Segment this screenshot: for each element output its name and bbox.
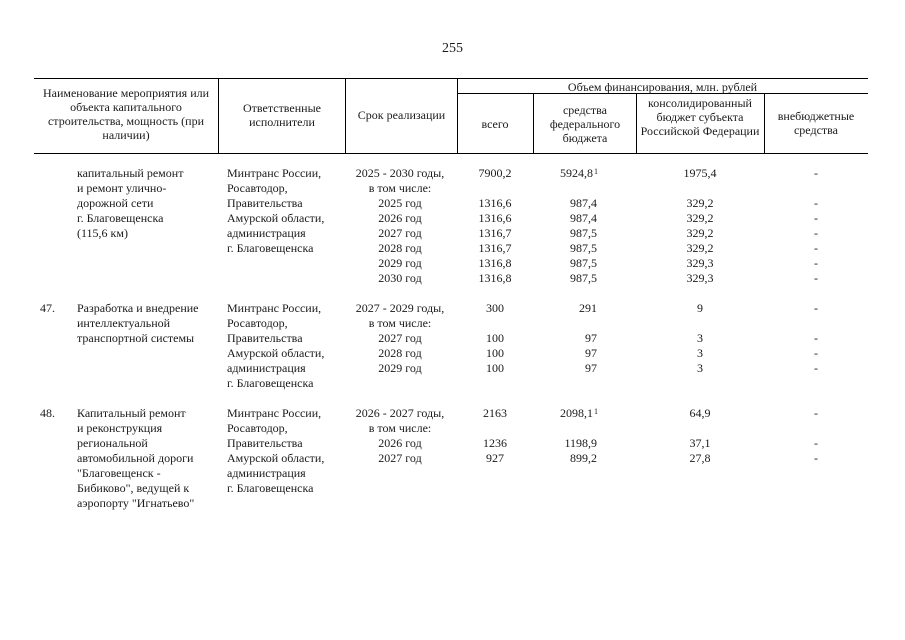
extra-cell: - xyxy=(814,256,818,270)
federal-value: 97 xyxy=(585,361,597,375)
executor-line: г. Благовещенска xyxy=(227,376,314,390)
period-cell: 2029 год xyxy=(378,256,422,270)
object-name-line: аэропорту "Игнатьево" xyxy=(77,496,195,510)
federal-value: 987,5 xyxy=(570,256,597,270)
federal-cell xyxy=(518,226,598,241)
page-number: 255 xyxy=(442,41,463,56)
regional-cell: 37,1 xyxy=(689,436,711,450)
total-cell: 1316,7 xyxy=(478,226,512,240)
federal-cell xyxy=(518,346,598,361)
col-divider-5 xyxy=(636,93,637,153)
col-divider-6 xyxy=(764,93,765,153)
federal-value: 987,4 xyxy=(570,196,597,210)
regional-cell: 3 xyxy=(697,346,703,360)
extra-cell: - xyxy=(814,436,818,450)
object-name-line: г. Благовещенска xyxy=(77,211,164,225)
period-cell: в том числе: xyxy=(368,181,432,195)
federal-cell xyxy=(518,241,598,256)
regional-cell: 64,9 xyxy=(689,406,711,420)
period-cell: 2026 год xyxy=(378,211,422,225)
executor-line: Росавтодор, xyxy=(227,316,288,330)
extra-cell: - xyxy=(814,226,818,240)
col-divider-4 xyxy=(533,93,534,153)
executor-line: Минтранс России, xyxy=(227,406,322,420)
extra-cell: - xyxy=(814,166,818,180)
header-federal: средства федерального бюджета xyxy=(549,103,621,145)
extra-cell: - xyxy=(814,301,818,315)
federal-cell xyxy=(518,361,598,376)
executor-line: Минтранс России, xyxy=(227,166,322,180)
extra-cell: - xyxy=(814,346,818,360)
extra-cell: - xyxy=(814,271,818,285)
row-number: 48. xyxy=(40,406,55,420)
federal-value: 899,2 xyxy=(570,451,597,465)
object-name-line: Бибиково", ведущей к xyxy=(77,481,190,495)
header-top-rule xyxy=(34,78,868,79)
federal-value: 987,5 xyxy=(570,241,597,255)
period-cell: в том числе: xyxy=(368,316,432,330)
federal-value: 97 xyxy=(585,331,597,345)
period-cell: 2027 год xyxy=(378,451,422,465)
footnote-mark: 1 xyxy=(594,167,598,176)
regional-cell: 329,2 xyxy=(686,241,714,255)
executor-line: Правительства xyxy=(227,331,303,345)
executor-line: Амурской области, xyxy=(227,346,325,360)
total-cell: 927 xyxy=(486,451,504,465)
header-regional: консолидированный бюджет субъекта Российской Федерации xyxy=(640,96,760,138)
header-extra: внебюджетные средства xyxy=(777,109,855,137)
object-name-line: автомобильной дороги xyxy=(77,451,194,465)
total-cell: 100 xyxy=(486,331,504,345)
object-name-line: Капитальный ремонт xyxy=(77,406,186,420)
regional-cell: 329,2 xyxy=(686,211,714,225)
period-cell: 2030 год xyxy=(378,271,422,285)
total-cell: 2163 xyxy=(483,406,507,420)
federal-cell xyxy=(518,451,598,466)
header-bottom-rule xyxy=(34,153,868,154)
total-cell: 300 xyxy=(486,301,504,315)
executor-line: Амурской области, xyxy=(227,211,325,225)
extra-cell: - xyxy=(814,361,818,375)
federal-cell xyxy=(518,271,598,286)
object-name-line: Разработка и внедрение xyxy=(77,301,199,315)
federal-value: 291 xyxy=(579,301,597,315)
executor-line: г. Благовещенска xyxy=(227,481,314,495)
header-name: Наименование мероприятия или объекта капитального строительства, мощность (при наличии) xyxy=(42,86,210,142)
total-cell: 1236 xyxy=(483,436,507,450)
regional-cell: 3 xyxy=(697,361,703,375)
object-name-line: капитальный ремонт xyxy=(77,166,184,180)
regional-cell: 9 xyxy=(697,301,703,315)
executor-line: Амурской области, xyxy=(227,451,325,465)
federal-cell xyxy=(518,301,598,316)
total-cell: 100 xyxy=(486,361,504,375)
federal-cell xyxy=(518,436,598,451)
regional-cell: 1975,4 xyxy=(683,166,717,180)
executor-line: администрация xyxy=(227,361,306,375)
total-cell: 100 xyxy=(486,346,504,360)
federal-value: 987,5 xyxy=(570,226,597,240)
period-cell: 2027 год xyxy=(378,226,422,240)
regional-cell: 3 xyxy=(697,331,703,345)
col-divider-2 xyxy=(345,78,346,153)
regional-cell: 329,2 xyxy=(686,226,714,240)
executor-line: Минтранс России, xyxy=(227,301,322,315)
total-cell: 7900,2 xyxy=(478,166,512,180)
period-cell: 2025 год xyxy=(378,196,422,210)
object-name-line: интеллектуальной xyxy=(77,316,171,330)
object-name-line: (115,6 км) xyxy=(77,226,128,240)
executor-line: г. Благовещенска xyxy=(227,241,314,255)
period-cell: 2028 год xyxy=(378,346,422,360)
period-cell: 2027 год xyxy=(378,331,422,345)
extra-cell: - xyxy=(814,406,818,420)
total-cell: 1316,6 xyxy=(478,196,512,210)
object-name-line: "Благовещенск - xyxy=(77,466,161,480)
extra-cell: - xyxy=(814,196,818,210)
executor-line: Правительства xyxy=(227,196,303,210)
executor-line: администрация xyxy=(227,466,306,480)
period-cell: в том числе: xyxy=(368,421,432,435)
federal-cell xyxy=(518,196,598,211)
extra-cell: - xyxy=(814,451,818,465)
total-cell: 1316,7 xyxy=(478,241,512,255)
object-name-line: транспортной системы xyxy=(77,331,195,345)
federal-cell xyxy=(518,256,598,271)
executor-line: Росавтодор, xyxy=(227,181,288,195)
object-name-line: и ремонт улично- xyxy=(77,181,167,195)
footnote-mark: 1 xyxy=(594,407,598,416)
regional-cell: 329,3 xyxy=(686,256,714,270)
executor-line: Росавтодор, xyxy=(227,421,288,435)
federal-cell xyxy=(518,211,598,226)
executor-line: администрация xyxy=(227,226,306,240)
extra-cell: - xyxy=(814,241,818,255)
federal-cell xyxy=(518,166,598,181)
federal-value: 2098,1 xyxy=(560,406,593,420)
row-number: 47. xyxy=(40,301,55,315)
object-name-line: дорожной сети xyxy=(77,196,154,210)
federal-value: 987,4 xyxy=(570,211,597,225)
header-period: Срок реализации xyxy=(357,108,446,122)
col-divider-1 xyxy=(218,78,219,153)
period-cell: 2026 - 2027 годы, xyxy=(355,406,445,420)
extra-cell: - xyxy=(814,211,818,225)
period-cell: 2027 - 2029 годы, xyxy=(355,301,445,315)
col-divider-3 xyxy=(457,78,458,153)
header-total: всего xyxy=(481,117,509,131)
regional-cell: 27,8 xyxy=(689,451,711,465)
total-cell: 1316,6 xyxy=(478,211,512,225)
federal-value: 97 xyxy=(585,346,597,360)
extra-cell: - xyxy=(814,331,818,345)
object-name-line: и реконструкция xyxy=(77,421,163,435)
header-executors: Ответственные исполнители xyxy=(243,101,321,129)
federal-value: 1198,9 xyxy=(564,436,597,450)
federal-cell xyxy=(518,406,598,421)
total-cell: 1316,8 xyxy=(478,271,512,285)
federal-cell xyxy=(518,331,598,346)
federal-value: 5924,8 xyxy=(560,166,593,180)
total-cell: 1316,8 xyxy=(478,256,512,270)
period-cell: 2028 год xyxy=(378,241,422,255)
federal-value: 987,5 xyxy=(570,271,597,285)
header-financing: Объем финансирования, млн. рублей xyxy=(567,80,758,94)
executor-line: Правительства xyxy=(227,436,303,450)
object-name-line: региональной xyxy=(77,436,148,450)
regional-cell: 329,2 xyxy=(686,196,714,210)
period-cell: 2026 год xyxy=(378,436,422,450)
regional-cell: 329,3 xyxy=(686,271,714,285)
period-cell: 2029 год xyxy=(378,361,422,375)
period-cell: 2025 - 2030 годы, xyxy=(355,166,445,180)
